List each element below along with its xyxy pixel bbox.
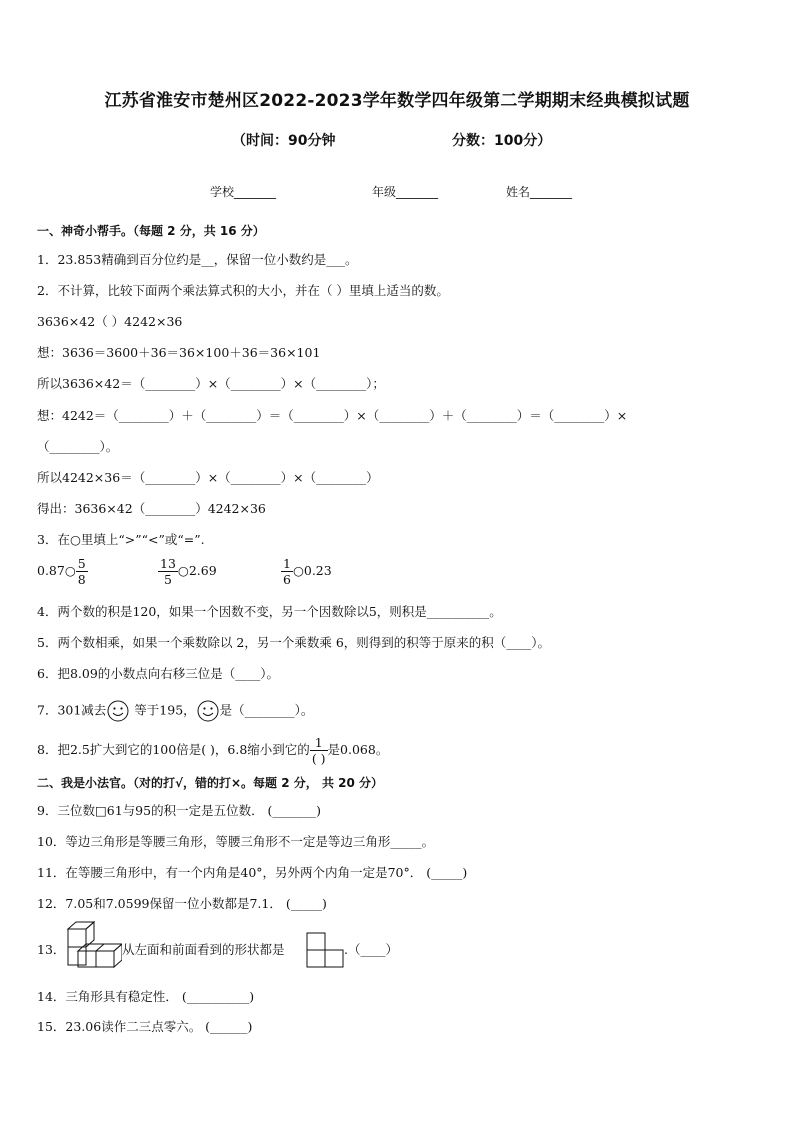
question-14: 14．三角形具有稳定性． (__________) — [37, 989, 255, 1004]
q13-answer: .（____） — [344, 942, 398, 957]
fraction-denominator: 8 — [77, 572, 86, 587]
fraction-denominator: ( ) — [311, 751, 326, 766]
fraction-numerator: 5 — [77, 556, 86, 571]
q3-item-c — [281, 556, 332, 587]
q3-b-suffix: ○2.69 — [177, 563, 217, 578]
cube-stack-figure — [64, 919, 122, 969]
q7-middle: 等于195， — [130, 702, 196, 718]
question-15: 15．23.06读作二三点零六。 (______) — [37, 1019, 253, 1034]
question-2-line-7: 得出：3636×42（________）4242×36 — [37, 501, 266, 516]
q3-c-suffix: ○0.23 — [292, 563, 332, 578]
q7-prefix: 7．301减去 — [37, 702, 107, 718]
question-11: 11．在等腰三角形中，有一个内角是40°，另外两个内角一定是70°． (_____) — [37, 865, 468, 880]
question-7 — [37, 700, 313, 722]
question-2-line-5: （________）。 — [37, 439, 119, 454]
name-field: 姓名_______ — [506, 185, 573, 199]
q3-item-a — [37, 556, 88, 587]
fraction-5-8 — [76, 556, 88, 587]
q13-number: 13． — [37, 942, 66, 957]
section1-heading: 一、神奇小帮手。（每题 2 分，共 16 分） — [37, 224, 265, 238]
fraction-1-6 — [281, 556, 293, 587]
question-2-line-2: 想：3636＝3600＋36＝36×100＋36＝36×101 — [37, 345, 321, 360]
q8-prefix: 8．把2.5扩大到它的100倍是( )，6.8缩小到它的 — [37, 742, 310, 757]
question-2: 2．不计算，比较下面两个乘法算式积的大小，并在（ ）里填上适当的数。 — [37, 283, 449, 298]
square-grid-figure — [306, 932, 344, 968]
question-9: 9．三位数□61与95的积一定是五位数． (_______) — [37, 803, 322, 818]
q7-suffix: 是（________）。 — [219, 702, 314, 718]
fraction-numerator: 1 — [283, 556, 291, 571]
fraction-denominator: 5 — [163, 572, 172, 587]
question-1: 1．23.853精确到百分位约是__，保留一位小数约是___。 — [37, 252, 358, 267]
question-5: 5．两个数相乘，如果一个乘数除以 2，另一个乘数乘 6，则得到的积等于原来的积（____）。 — [37, 635, 551, 650]
q8-suffix: 是0.068。 — [327, 742, 389, 757]
question-12: 12．7.05和7.0599保留一位小数都是7.1． (_____) — [37, 896, 327, 911]
fraction-1-blank — [310, 735, 328, 766]
q3-item-b — [158, 556, 217, 587]
question-2-line-4: 想：4242＝（________）＋（________）＝（________）×（________）＋（________）＝（________）× — [37, 408, 628, 423]
fraction-denominator: 6 — [283, 572, 291, 587]
grade-field: 年级_______ — [372, 185, 439, 199]
smiley-face-icon — [106, 700, 130, 722]
question-2-line-1: 3636×42（ ）4242×36 — [37, 314, 183, 329]
q3-a-prefix: 0.87○ — [37, 563, 76, 578]
question-2-line-3: 所以3636×42＝（________）×（________）×（________）； — [37, 376, 385, 391]
exam-time: （时间：90分钟 — [232, 133, 336, 149]
school-field: 学校_______ — [210, 185, 277, 199]
question-10: 10．等边三角形是等腰三角形，等腰三角形不一定是等边三角形_____。 — [37, 834, 435, 849]
exam-score: 分数：100分） — [452, 133, 552, 149]
fraction-13-5 — [158, 556, 178, 587]
fraction-numerator: 1 — [310, 735, 328, 751]
exam-title: 江苏省淮安市楚州区2022-2023学年数学四年级第二学期期末经典模拟试题 — [104, 91, 690, 111]
smiley-face-icon — [196, 700, 220, 722]
question-6: 6．把8.09的小数点向右移三位是（____）。 — [37, 666, 280, 681]
section2-heading: 二、我是小法官。（对的打√，错的打×。每题 2 分， 共 20 分） — [37, 776, 383, 790]
question-2-line-6: 所以4242×36＝（________）×（________）×（________） — [37, 470, 379, 485]
fraction-numerator: 13 — [160, 556, 176, 571]
q13-text: 从左面和前面看到的形状都是 — [122, 942, 285, 957]
question-8 — [37, 735, 388, 766]
question-4: 4．两个数的积是120，如果一个因数不变，另一个因数除以5，则积是__________。 — [37, 604, 502, 619]
question-3: 3．在○里填上“>”“<”或“=”. — [37, 532, 205, 547]
